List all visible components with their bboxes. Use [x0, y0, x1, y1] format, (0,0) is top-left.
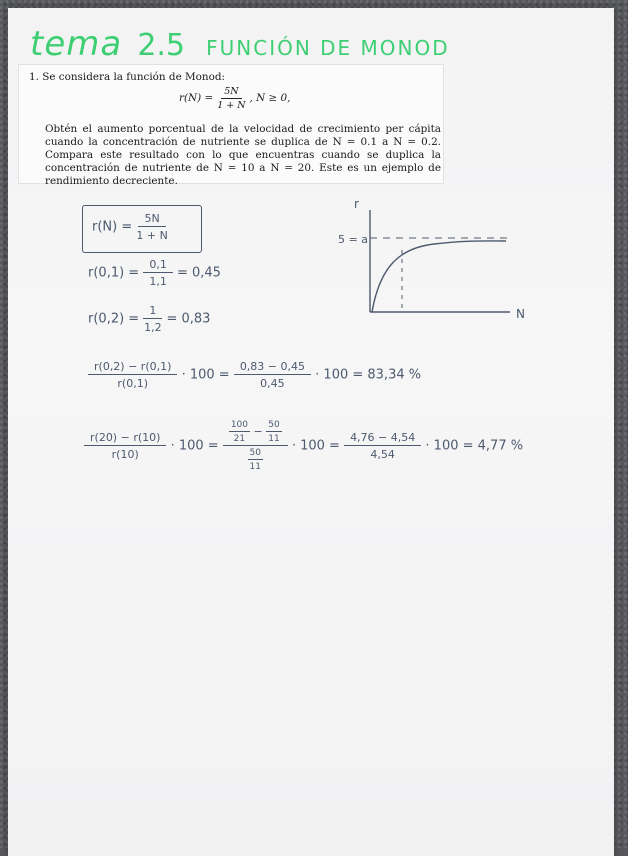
r1-lhs: r(0,1) =: [88, 265, 140, 281]
boxed-lhs: r(N) =: [92, 219, 133, 235]
page-header: [30, 24, 450, 64]
pct1-mid: · 100 =: [181, 367, 230, 383]
pct2-fraction: [84, 431, 166, 461]
pct2-num: r(20) − r(10): [84, 431, 166, 446]
pct2-b-fraction: [266, 420, 281, 444]
r1-fraction: [143, 258, 173, 288]
pct1-den2: 0,45: [260, 377, 285, 390]
pct2-a-fraction: [229, 420, 250, 444]
pct1-num2: 0,83 − 0,45: [234, 360, 311, 375]
pct2-fraction-3: [344, 431, 421, 461]
monod-formula: [179, 85, 290, 112]
pct2-den3: 4,54: [370, 448, 395, 461]
pct2-mid: · 100 =: [170, 438, 219, 454]
formula-lhs: r(N) =: [179, 92, 214, 104]
pct2-a-num: 100: [230, 420, 248, 430]
formula-fraction: [217, 85, 245, 112]
pct2-minus: −: [253, 425, 263, 438]
r2-fraction: [143, 304, 162, 334]
printed-exercise: [18, 64, 444, 187]
graph-y-label: r: [354, 197, 359, 211]
header-tema: tema: [30, 24, 123, 64]
pct2-a-den: 21: [233, 434, 246, 444]
r1-rhs: = 0,45: [176, 265, 221, 281]
eq-percentage-2: [84, 420, 523, 472]
header-number: 2.5: [137, 28, 186, 63]
pct2-c-num: 50: [249, 448, 261, 458]
r1-num: 0,1: [143, 258, 173, 273]
monod-graph: [338, 196, 528, 324]
pct2-compound-den: [248, 446, 263, 472]
monod-curve: [372, 241, 506, 312]
pct2-c-fraction: [248, 448, 263, 472]
exercise-intro: 1. Se considera la función de Monod:: [29, 71, 226, 83]
r2-lhs: r(0,2) =: [88, 311, 140, 327]
pct1-fraction: [88, 360, 177, 390]
boxed-num: 5N: [138, 212, 165, 227]
pct2-rhs: · 100 = 4,77 %: [425, 438, 524, 454]
pct1-den: r(0,1): [117, 377, 149, 390]
boxed-den: 1 + N: [136, 229, 168, 242]
pct2-compound-fraction: [223, 420, 288, 472]
eq-percentage-1: [88, 360, 421, 390]
pct1-num: r(0,2) − r(0,1): [88, 360, 177, 375]
formula-denominator: 1 + N: [217, 100, 246, 111]
pct2-mid2: · 100 =: [291, 438, 340, 454]
pct2-compound-num: [223, 420, 288, 446]
eq-r01: [88, 258, 221, 288]
r2-rhs: = 0,83: [166, 311, 211, 327]
r1-den: 1,1: [149, 275, 167, 288]
graph-asymptote-label: 5 = a: [338, 233, 368, 246]
graph-x-label: N: [516, 307, 525, 321]
pct2-b-num: 50: [268, 420, 280, 430]
header-subtitle: FUNCIÓN DE MONOD: [206, 36, 450, 60]
pct1-rhs: · 100 = 83,34 %: [315, 367, 422, 383]
pct2-num3: 4,76 − 4,54: [344, 431, 421, 446]
pct1-fraction-2: [234, 360, 311, 390]
pct2-den: r(10): [111, 448, 139, 461]
eq-r02: [88, 304, 210, 334]
pct2-b-den: 11: [268, 434, 280, 444]
r2-num: 1: [143, 304, 162, 319]
formula-numerator: 5N: [221, 85, 241, 99]
boxed-formula-text: [92, 212, 168, 242]
boxed-fraction: [136, 212, 167, 242]
pct2-c-den: 11: [249, 462, 261, 472]
r2-den: 1,2: [144, 321, 162, 334]
formula-condition: , N ≥ 0,: [249, 92, 291, 104]
exercise-body: Obtén el aumento porcentual de la velocidad de crecimiento per cápita cuando la concentración de nutriente se duplica de N = 0.1 a N = 0.2. Compara este resultado con lo que encuentras cuando se duplica la concentración de nutriente de N = 10 a N = 20. Este es un ejemplo de rendimiento decreciente.: [45, 123, 441, 187]
